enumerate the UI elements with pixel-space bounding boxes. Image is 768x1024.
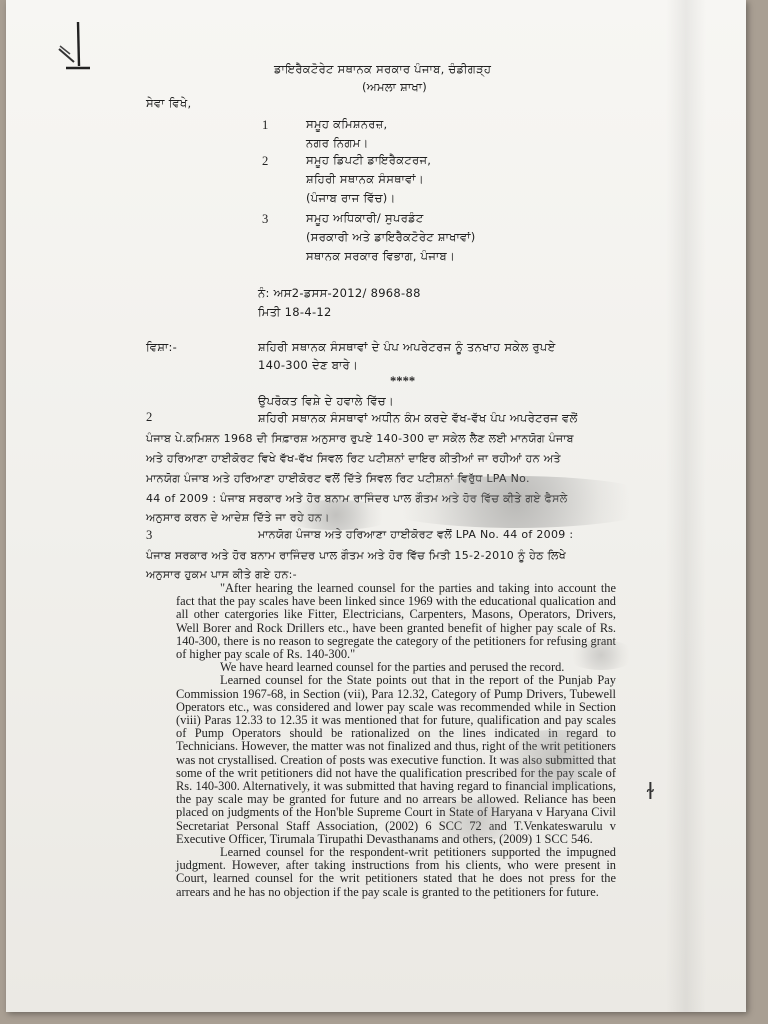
- recipient-number-3: 3: [262, 212, 269, 226]
- stamp-mark: [54, 14, 94, 74]
- recipient-number-1: 1: [262, 118, 269, 132]
- recipients-label: ਸੇਵਾ ਵਿਖੇ,: [146, 96, 192, 110]
- quote-paragraph-3: Learned counsel for the State points out that in the report of the Punjab Pay Commission 1967-68, in Section (vii), Para 12.32, Category of Pump Drivers, Tubewell Operators etc., was considered and lower pay scale was recommended while in Section (viii) Paras 12.33 to 12.35 it was mentioned that for future, qualification and pay scales of Pump Operators should be rationalized on the lines indicated in regard to Technicians. However, the matter was not finalized and thus, right of the writ petitioners was not crystallised. Creation of posts was executive function. It was also submitted that some of the writ petitioners did not have the qualification prescribed for the pay scale of Rs. 140-300. Alternatively, it was submitted that having regard to financial implications, the pay scale may be granted for future and no arrears be allowed. Reliance has been placed on judgments of the Hon'ble Supreme Court in State of Haryana v Haryana Civil Secretariat Personal Staff Association, (2002) 6 SCC 72 and T.Venkateswarulu v Executive Officer, Tirumala Tirupathi Devasthanams and others, (2009) 1 SCC 546.: [176, 673, 616, 846]
- recipient-2-line-3: (ਪੰਜਾਬ ਰਾਜ ਵਿੱਚ)।: [306, 191, 396, 205]
- subject-line-2: 140-300 ਦੇਣ ਬਾਰੇ।: [258, 358, 359, 372]
- recipient-1-line-2: ਨਗਰ ਨਿਗਮ।: [306, 136, 369, 150]
- paragraph-2-line-4: ਮਾਨਯੋਗ ਪੰਜਾਬ ਅਤੇ ਹਰਿਆਣਾ ਹਾਈਕੋਰਟ ਵਲੋਂ ਦਿੱਤੇ ਸਿਵਲ ਰਿਟ ਪਟੀਸ਼ਨਾਂ ਵਿਰੁੱਧ LPA No.: [146, 472, 530, 485]
- paragraph-3-number: 3: [146, 528, 153, 542]
- quote-paragraph-2: We have heard learned counsel for the parties and perused the record.: [220, 660, 565, 675]
- paragraph-3-line-1: ਮਾਨਯੋਗ ਪੰਜਾਬ ਅਤੇ ਹਰਿਆਣਾ ਹਾਈਕੋਰਟ ਵਲੋਂ LPA No. 44 of 2009 :: [258, 528, 574, 541]
- quote-paragraph-4: Learned counsel for the respondent-writ petitioners supported the impugned judgment. However, after taking instructions from his clients, who were present in Court, learned counsel for the writ petitioners stated that he does not press for the arrears and he has no objection if the pay scale is granted to the petitioners for future.: [176, 845, 616, 899]
- reference-number: ਨੰ: ਅਸ2-ਡਸਸ-2012/ 8968-88: [258, 286, 421, 300]
- handwritten-mark: ɫ: [646, 780, 655, 805]
- photocopy-smudge: [566, 640, 636, 670]
- office-heading: ਡਾਇਰੈਕਟੋਰੇਟ ਸਥਾਨਕ ਸਰਕਾਰ ਪੰਜਾਬ, ਚੰਡੀਗੜ੍ਹ: [274, 62, 492, 76]
- paragraph-2-line-3: ਅਤੇ ਹਰਿਆਣਾ ਹਾਈਕੋਰਟ ਵਿਖੇ ਵੱਖ-ਵੱਖ ਸਿਵਲ ਰਿਟ ਪਟੀਸ਼ਨਾਂ ਦਾਇਰ ਕੀਤੀਆਂ ਜਾ ਰਹੀਆਂ ਹਨ ਅਤੇ: [146, 452, 561, 465]
- paragraph-2-line-1: ਸ਼ਹਿਰੀ ਸਥਾਨਕ ਸੰਸਥਾਵਾਂ ਅਧੀਨ ਕੰਮ ਕਰਦੇ ਵੱਖ-ਵੱਖ ਪੰਪ ਅਪਰੇਟਰਜ ਵਲੋਂ: [258, 411, 578, 425]
- subject-label: ਵਿਸ਼ਾ:-: [146, 340, 178, 354]
- paragraph-2-number: 2: [146, 410, 153, 424]
- photocopy-smudge: [366, 476, 666, 528]
- recipient-3-line-1: ਸਮੂਹ ਅਧਿਕਾਰੀ/ ਸੁਪਰਡੰਟ: [306, 211, 424, 225]
- photocopy-smudge: [476, 730, 636, 790]
- recipient-1-line-1: ਸਮੂਹ ਕਮਿਸ਼ਨਰਜ਼,: [306, 117, 388, 131]
- paragraph-3-line-2: ਪੰਜਾਬ ਸਰਕਾਰ ਅਤੇ ਹੋਰ ਬਨਾਮ ਰਾਜਿੰਦਰ ਪਾਲ ਗੌਤਮ ਅਤੇ ਹੋਰ ਵਿੱਚ ਮਿਤੀ 15-2-2010 ਨੂੰ ਹੇਠ ਲਿਖੇ: [146, 549, 567, 562]
- photocopy-smudge: [276, 500, 396, 530]
- recipient-number-2: 2: [262, 154, 269, 168]
- paragraph-1: ਉਪਰੋਕਤ ਵਿਸ਼ੇ ਦੇ ਹਵਾਲੇ ਵਿੱਚ।: [258, 394, 394, 408]
- subject-line-1: ਸ਼ਹਿਰੀ ਸਥਾਨਕ ਸੰਸਥਾਵਾਂ ਦੇ ਪੰਪ ਅਪਰੇਟਰਜ ਨੂੰ ਤਨਖਾਹ ਸਕੇਲ ਰੁਪਏ: [258, 340, 556, 354]
- photocopy-smudge: [416, 800, 536, 840]
- reference-date: ਮਿਤੀ 18-4-12: [258, 305, 332, 319]
- document-page: [6, 0, 746, 1012]
- paper-fold-shadow: [666, 0, 706, 1012]
- paragraph-2-line-5: 44 of 2009 : ਪੰਜਾਬ ਸਰਕਾਰ ਅਤੇ ਹੋਰ ਬਨਾਮ ਰਾਜਿੰਦਰ ਪਾਲ ਗੌਤਮ ਅਤੇ ਹੋਰ ਵਿੱਚ ਕੀਤੇ ਗਏ ਫੈਸਲੇ: [146, 492, 568, 505]
- recipient-2-line-1: ਸਮੂਹ ਡਿਪਟੀ ਡਾਇਰੈਕਟਰਜ,: [306, 153, 432, 167]
- recipient-3-line-3: ਸਥਾਨਕ ਸਰਕਾਰ ਵਿਭਾਗ, ਪੰਜਾਬ।: [306, 249, 456, 263]
- paragraph-2-line-2: ਪੰਜਾਬ ਪੇ.ਕਮਿਸ਼ਨ 1968 ਦੀ ਸਿਫ਼ਾਰਸ਼ ਅਨੁਸਾਰ ਰੁਪਏ 140-300 ਦਾ ਸਕੇਲ ਲੈਣ ਲਈ ਮਾਨਯੋਗ ਪੰਜਾਬ: [146, 432, 574, 445]
- recipient-2-line-2: ਸ਼ਹਿਰੀ ਸਥਾਨਕ ਸੰਸਥਾਵਾਂ।: [306, 172, 424, 186]
- branch-heading: (ਅਮਲਾ ਸ਼ਾਖਾ): [362, 80, 428, 94]
- quote-paragraph-1: "After hearing the learned counsel for the parties and taking into account the fact that the pay scales have been linked since 1969 with the educational qualication and all other catergories like Fitter, Electricians, Carpenters, Masons, Operators, Drivers, Well Borer and Rock Drillers etc., have been granted benefit of higher pay scale of Rs. 140-300, there is no reason to segregate the category of the petitioners for refusing grant of higher pay scale of Rs. 140-300.": [176, 581, 616, 662]
- paragraph-3-line-3: ਅਨੁਸਾਰ ਹੁਕਮ ਪਾਸ ਕੀਤੇ ਗਏ ਹਨ:-: [146, 568, 297, 581]
- recipient-3-line-2: (ਸਰਕਾਰੀ ਅਤੇ ਡਾਇਰੈਕਟੋਰੇਟ ਸ਼ਾਖਾਵਾਂ): [306, 230, 476, 244]
- paragraph-2-line-6: ਅਨੁਸਾਰ ਕਰਨ ਦੇ ਆਦੇਸ਼ ਦਿੱਤੇ ਜਾ ਰਹੇ ਹਨ।: [146, 511, 330, 524]
- subject-separator: ****: [390, 374, 416, 388]
